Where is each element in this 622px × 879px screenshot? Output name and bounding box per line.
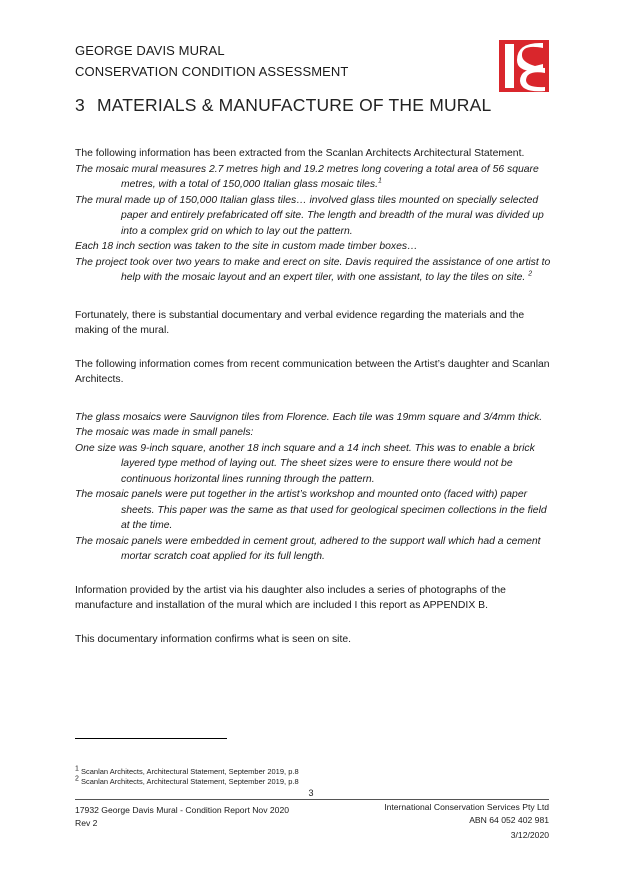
footer-company: International Conservation Services Pty Ltd (384, 802, 549, 812)
footer-revision: Rev 2 (75, 818, 98, 828)
quote-tiles: The mural made up of 150,000 Italian glass tiles… involved glass tiles mounted on specially selected paper and entirely prefabricated off site. The length and breadth of the mural was divided up into a complex grid on which to lay out the pattern. (75, 194, 544, 237)
section-body (75, 146, 555, 647)
footer-date: 3/12/2020 (510, 830, 549, 840)
page-number: 3 (308, 788, 314, 798)
footnote-2 (75, 777, 299, 787)
evidence-paragraph: Fortunately, there is substantial documentary and verbal evidence regarding the materials and the making of the mural. (75, 309, 525, 336)
quote-sizes: One size was 9-inch square, another 18 inch square and a 14 inch sheet. This was to enable a brick layered type method of laying out. The sheet sizes were to ensure there would not be continuous horizontal lines running through the pattern. (75, 442, 535, 485)
quote-measurements (75, 162, 555, 193)
document-header (75, 40, 348, 82)
footnote-divider (75, 738, 227, 739)
footnote-2-number: 2 (75, 775, 79, 783)
section-number: 3 (75, 95, 85, 115)
confirm-paragraph: This documentary information confirms what is seen on site. (75, 633, 352, 645)
section-title: MATERIALS & MANUFACTURE OF THE MURAL (96, 95, 492, 115)
quote-grout: The mosaic panels were embedded in cement grout, adhered to the support wall which had a cement mortar scratch coat applied for its full length. (75, 535, 541, 562)
footnote-1 (75, 767, 299, 777)
footnote-ref-1: 1 (378, 177, 382, 185)
quote-panels: The mosaic was made in small panels: (75, 427, 254, 438)
header-title: GEORGE DAVIS MURAL (75, 43, 225, 58)
footer-divider (75, 799, 549, 800)
artist-paragraph: Information provided by the artist via his daughter also includes a series of photographs of the manufacture and installation of the mural which are included I this report as APPENDIX B. (75, 584, 506, 611)
ics-logo-icon (499, 40, 549, 92)
footnote-2-text: Scanlan Architects, Architectural Statement, September 2019, p.8 (81, 777, 299, 786)
intro-paragraph: The following information has been extracted from the Scanlan Architects Architectural Statement. (75, 148, 525, 159)
header-subtitle: CONSERVATION CONDITION ASSESSMENT (75, 64, 349, 79)
quote-sections: Each 18 inch section was taken to the site in custom made timber boxes… (75, 241, 418, 252)
quote-measurements-text: The mosaic mural measures 2.7 metres high and 19.2 metres long covering a total area of 56 square metres, with a total of 150,000 Italian glass mosaic tiles. (75, 163, 539, 190)
footnote-1-number: 1 (75, 765, 79, 773)
section-heading (75, 95, 491, 116)
footer-abn: ABN 64 052 402 981 (469, 815, 549, 825)
footnote-ref-2: 2 (528, 270, 533, 278)
footer-report-title: 17932 George Davis Mural - Condition Report Nov 2020 (75, 805, 290, 815)
footnote-1-text: Scanlan Architects, Architectural Statement, September 2019, p.8 (81, 767, 299, 776)
quote-project (75, 255, 555, 286)
communication-paragraph: The following information comes from recent communication between the Artist’s daughter and Scanlan Architects. (75, 358, 550, 385)
quote-glass: The glass mosaics were Sauvignon tiles from Florence. Each tile was 19mm square and 3/4mm thick. (75, 411, 543, 423)
quote-workshop: The mosaic panels were put together in the artist’s workshop and mounted onto (faced with) paper sheets. This paper was the same as that used for geological specimen collections in the field at the time. (75, 489, 547, 531)
quote-project-text: The project took over two years to make and erect on site. Davis required the assistance of one artist to help with the mosaic layout and an expert tiler, with one assistant, to lay the tiles on site. (75, 256, 551, 283)
